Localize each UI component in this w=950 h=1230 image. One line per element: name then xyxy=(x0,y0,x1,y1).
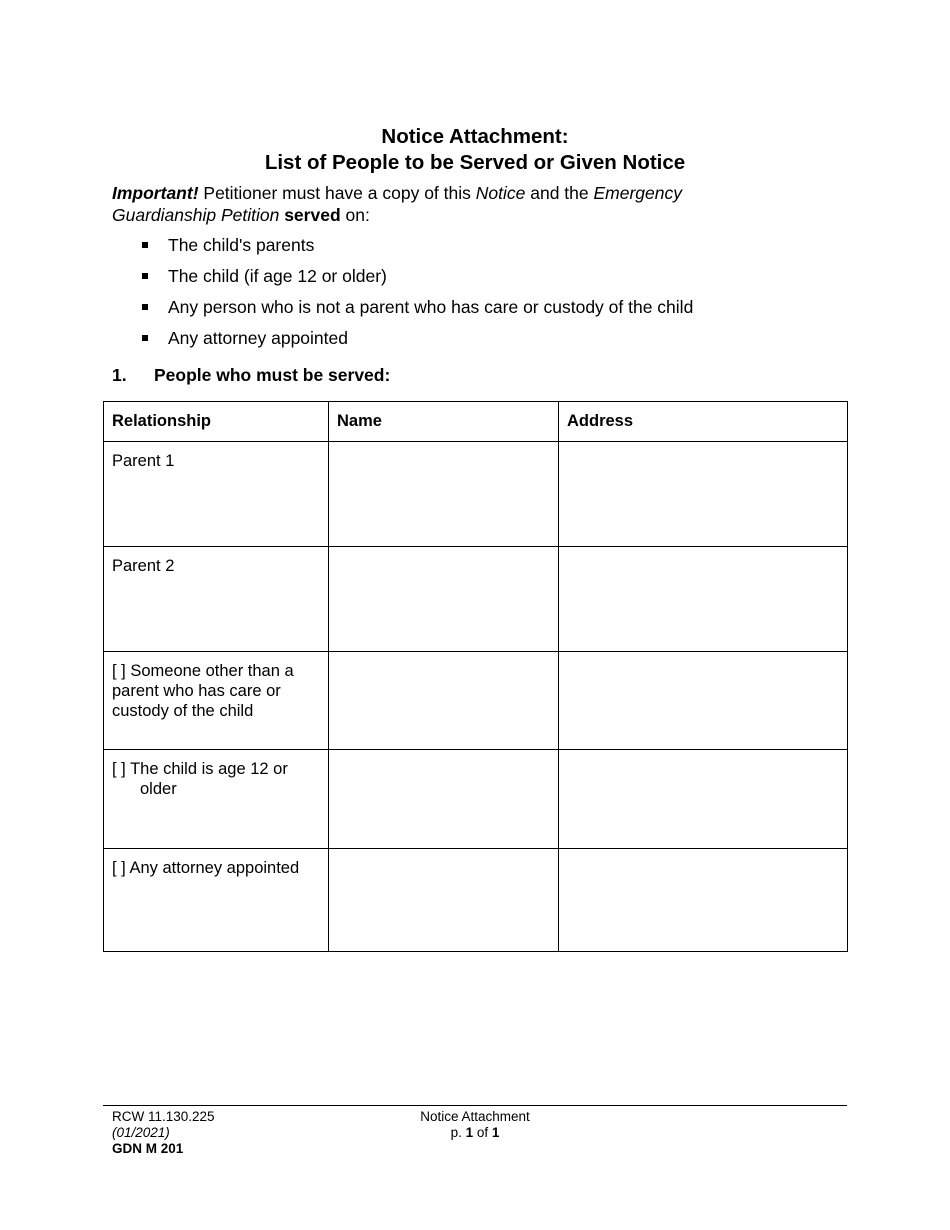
section-1-heading: 1. People who must be served: xyxy=(112,365,391,385)
table-row xyxy=(104,547,848,652)
footer-page-info xyxy=(375,1109,575,1141)
table-row xyxy=(104,442,848,547)
name-cell[interactable] xyxy=(329,652,559,750)
name-cell[interactable] xyxy=(329,442,559,547)
table-row xyxy=(104,652,848,750)
address-cell[interactable] xyxy=(559,849,848,952)
form-title: Notice Attachment xyxy=(420,1109,530,1124)
form-number: GDN M 201 xyxy=(112,1141,184,1156)
table-row xyxy=(104,849,848,952)
relationship-cell: Parent 2 xyxy=(104,547,329,652)
name-cell[interactable] xyxy=(329,750,559,849)
title-line-2: List of People to be Served or Given Notice xyxy=(264,151,686,174)
name-cell[interactable] xyxy=(329,547,559,652)
statute-citation: RCW 11.130.225 xyxy=(112,1109,215,1124)
relationship-cell: [ ] Someone other than a parent who has care or custody of the child xyxy=(104,652,329,750)
relationship-cell: Parent 1 xyxy=(104,442,329,547)
table-header-row xyxy=(104,402,848,442)
bullet-icon xyxy=(142,273,148,279)
important-label: Important! xyxy=(112,183,199,203)
list-item: Any attorney appointed xyxy=(112,327,693,358)
address-cell[interactable] xyxy=(559,442,848,547)
name-cell[interactable] xyxy=(329,849,559,952)
relationship-cell: [ ] Any attorney appointed xyxy=(104,849,329,952)
bullet-icon xyxy=(142,242,148,248)
list-item: The child's parents xyxy=(112,234,693,265)
header-address: Address xyxy=(559,402,848,442)
list-item: The child (if age 12 or older) xyxy=(112,265,693,296)
list-item: Any person who is not a parent who has care or custody of the child xyxy=(112,296,693,327)
checkbox-child-age-12[interactable]: [ ] xyxy=(112,760,126,778)
header-name: Name xyxy=(329,402,559,442)
checkbox-attorney[interactable]: [ ] xyxy=(112,859,126,877)
footer-divider xyxy=(103,1105,847,1106)
page-number: p. 1 of 1 xyxy=(450,1125,500,1140)
page-title xyxy=(0,124,950,176)
checkbox-other-custodian[interactable]: [ ] xyxy=(112,662,126,680)
footer-form-info xyxy=(112,1109,215,1157)
table-row xyxy=(104,750,848,849)
address-cell[interactable] xyxy=(559,652,848,750)
people-served-table xyxy=(103,401,848,952)
bullet-icon xyxy=(142,304,148,310)
form-date: (01/2021) xyxy=(112,1125,170,1140)
bullet-icon xyxy=(142,335,148,341)
address-cell[interactable] xyxy=(559,547,848,652)
intro-paragraph: Important! Petitioner must have a copy of this Notice and the Emergency Guardianship Petition served on: xyxy=(112,183,683,225)
title-line-1: Notice Attachment: xyxy=(381,125,569,148)
header-relationship: Relationship xyxy=(104,402,329,442)
served-bullet-list xyxy=(112,234,693,358)
address-cell[interactable] xyxy=(559,750,848,849)
relationship-cell: [ ] The child is age 12 or older xyxy=(104,750,329,849)
